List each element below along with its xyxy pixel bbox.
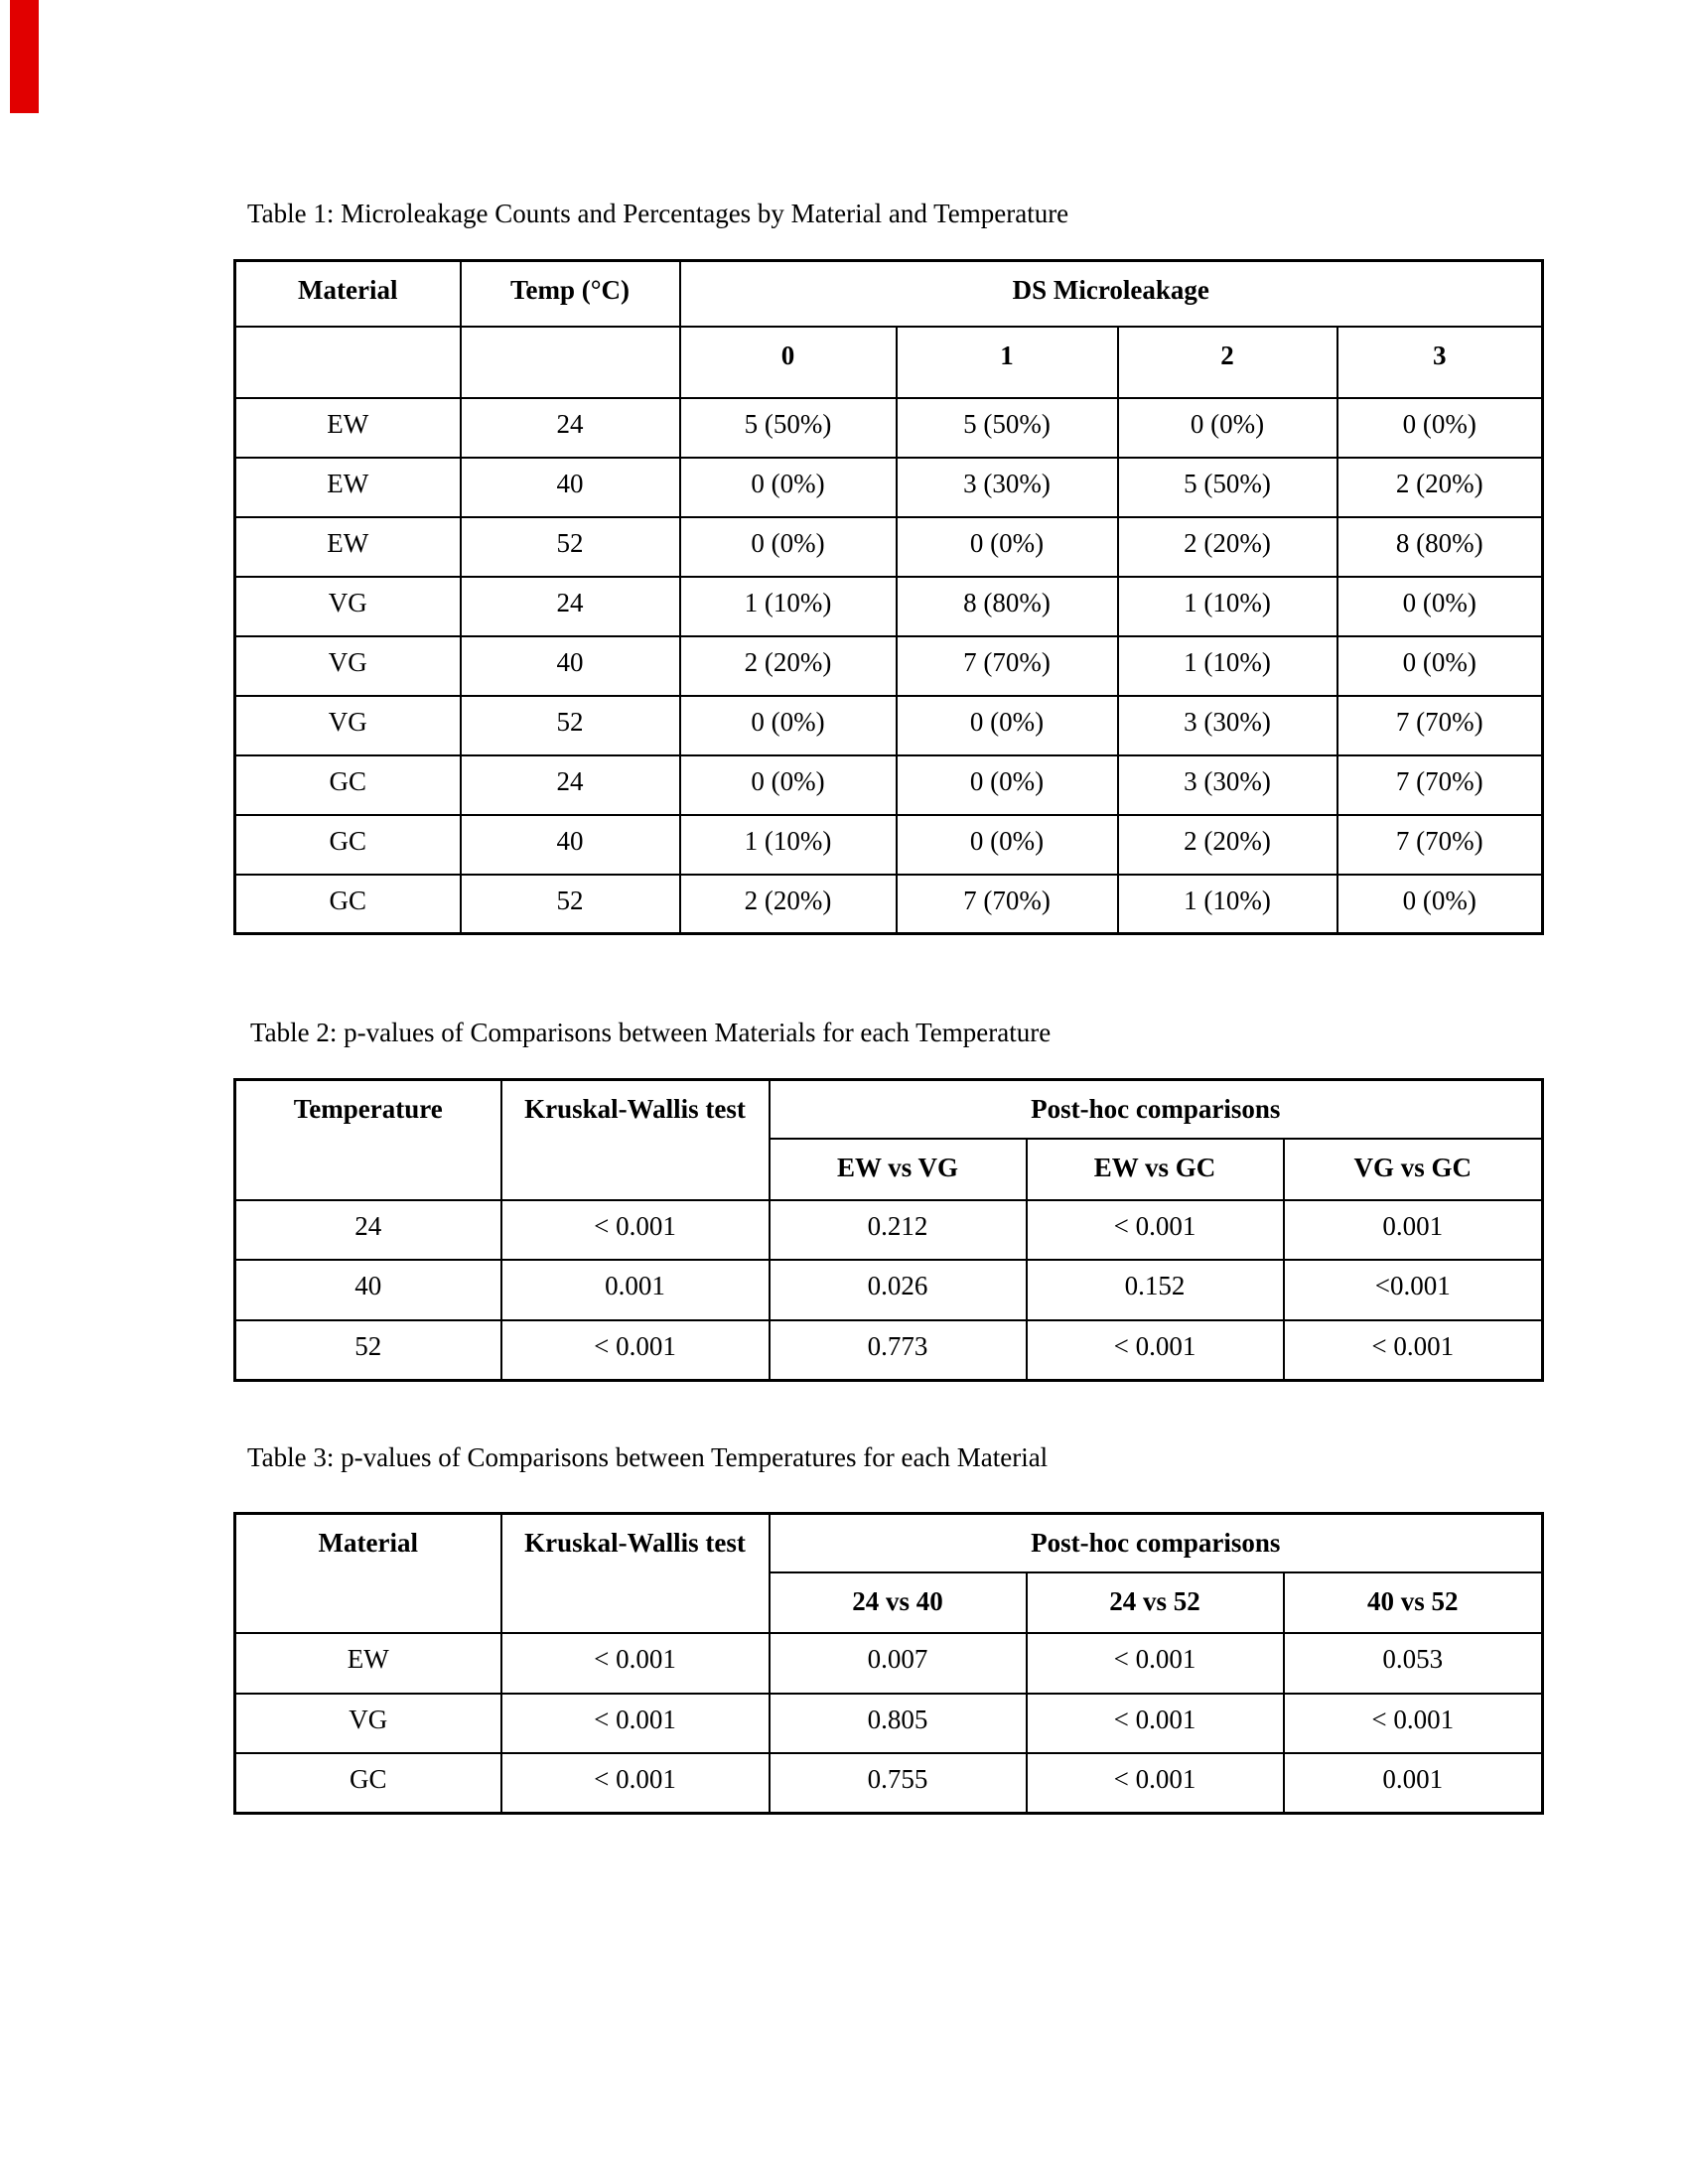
table-cell: 52	[461, 517, 680, 577]
table1-header-temp: Temp (°C)	[461, 261, 680, 327]
table-cell: 40	[461, 815, 680, 875]
table-row	[235, 1694, 1543, 1753]
table-cell: 2 (20%)	[680, 636, 897, 696]
table1-header-group: DS Microleakage	[680, 261, 1543, 327]
table-cell: 40	[461, 458, 680, 517]
table-cell: 0.805	[770, 1694, 1027, 1753]
table-cell: EW	[235, 1633, 501, 1694]
table-cell: 24	[235, 1200, 501, 1260]
table-cell: 3 (30%)	[897, 458, 1118, 517]
table-row	[235, 398, 1543, 458]
table-row	[235, 755, 1543, 815]
table2-title: Table 2: p-values of Comparisons between Materials for each Temperature	[250, 1018, 1052, 1047]
table-cell: 0.007	[770, 1633, 1027, 1694]
table-cell: 5 (50%)	[1118, 458, 1337, 517]
table-cell: < 0.001	[501, 1694, 770, 1753]
table-cell: 2 (20%)	[680, 875, 897, 934]
table-cell: 0 (0%)	[1337, 636, 1543, 696]
table-cell: 3 (30%)	[1118, 696, 1337, 755]
table1-microleakage	[233, 259, 1544, 935]
table-cell: 40	[461, 636, 680, 696]
table-cell: 2 (20%)	[1118, 517, 1337, 577]
table-cell: EW	[235, 398, 461, 458]
table2-sub-ew-vg: EW vs VG	[770, 1139, 1027, 1200]
table-cell: 1 (10%)	[680, 815, 897, 875]
table-cell: < 0.001	[1027, 1753, 1284, 1814]
table-cell: 0 (0%)	[1337, 875, 1543, 934]
table-cell: VG	[235, 696, 461, 755]
empty-header-cell	[461, 327, 680, 398]
table-cell: 2 (20%)	[1337, 458, 1543, 517]
table-cell: 0 (0%)	[897, 815, 1118, 875]
table-cell: 0.152	[1027, 1260, 1284, 1320]
empty-header-cell	[235, 327, 461, 398]
table-cell: < 0.001	[501, 1320, 770, 1381]
table-cell: 24	[461, 577, 680, 636]
table-cell: 1 (10%)	[1118, 636, 1337, 696]
table-cell: < 0.001	[1027, 1200, 1284, 1260]
table-row	[235, 1320, 1543, 1381]
table-row	[235, 696, 1543, 755]
red-page-marker	[10, 0, 39, 113]
table-row	[235, 1200, 1543, 1260]
table-cell: < 0.001	[501, 1753, 770, 1814]
table-cell: EW	[235, 517, 461, 577]
table-cell: GC	[235, 755, 461, 815]
table-cell: VG	[235, 1694, 501, 1753]
table-row	[235, 1260, 1543, 1320]
table3-pvalues-temperatures	[233, 1512, 1544, 1815]
table-cell: 0 (0%)	[680, 458, 897, 517]
table-cell: 0 (0%)	[1337, 398, 1543, 458]
table3-title: Table 3: p-values of Comparisons between Temperatures for each Material	[247, 1442, 1049, 1472]
table-cell: 1 (10%)	[1118, 577, 1337, 636]
table-cell: 0 (0%)	[897, 517, 1118, 577]
table-cell: 52	[461, 875, 680, 934]
table3-header-posthoc: Post-hoc comparisons	[770, 1514, 1543, 1572]
table1-level-1: 1	[897, 327, 1118, 398]
table-row	[235, 1633, 1543, 1694]
table-cell: 5 (50%)	[680, 398, 897, 458]
table-cell: <0.001	[1284, 1260, 1543, 1320]
table1-title: Table 1: Microleakage Counts and Percentages by Material and Temperature	[247, 199, 1069, 228]
table-cell: 52	[235, 1320, 501, 1381]
table2-header-temperature: Temperature	[235, 1080, 501, 1200]
table-cell: 0.001	[1284, 1200, 1543, 1260]
table-cell: 0.001	[1284, 1753, 1543, 1814]
table-subheader-row	[235, 327, 1543, 398]
table1-header-material: Material	[235, 261, 461, 327]
table-cell: 0 (0%)	[680, 517, 897, 577]
table1-level-3: 3	[1337, 327, 1543, 398]
table3-sub-24-52: 24 vs 52	[1027, 1572, 1284, 1633]
table-cell: VG	[235, 636, 461, 696]
table-cell: 52	[461, 696, 680, 755]
table3-header-material: Material	[235, 1514, 501, 1633]
table-header-row	[235, 261, 1543, 327]
table-cell: 0.212	[770, 1200, 1027, 1260]
table-cell: 7 (70%)	[1337, 755, 1543, 815]
table-cell: 0 (0%)	[897, 696, 1118, 755]
table-cell: 0 (0%)	[1118, 398, 1337, 458]
table-row	[235, 577, 1543, 636]
table-row	[235, 875, 1543, 934]
table-cell: EW	[235, 458, 461, 517]
table-cell: < 0.001	[501, 1633, 770, 1694]
table-cell: < 0.001	[1284, 1694, 1543, 1753]
table-cell: 24	[461, 398, 680, 458]
table-cell: 0.001	[501, 1260, 770, 1320]
table-cell: VG	[235, 577, 461, 636]
table-cell: GC	[235, 1753, 501, 1814]
table1-level-0: 0	[680, 327, 897, 398]
table-cell: 0 (0%)	[1337, 577, 1543, 636]
table-cell: 5 (50%)	[897, 398, 1118, 458]
table3-sub-40-52: 40 vs 52	[1284, 1572, 1543, 1633]
table-cell: 7 (70%)	[1337, 696, 1543, 755]
table-cell: 8 (80%)	[897, 577, 1118, 636]
table-cell: 40	[235, 1260, 501, 1320]
table2-pvalues-materials	[233, 1078, 1544, 1382]
table-row	[235, 1753, 1543, 1814]
table-cell: < 0.001	[1027, 1320, 1284, 1381]
table-cell: 7 (70%)	[897, 636, 1118, 696]
table2-sub-vg-gc: VG vs GC	[1284, 1139, 1543, 1200]
table-cell: 24	[461, 755, 680, 815]
table-cell: GC	[235, 875, 461, 934]
table-cell: 0.026	[770, 1260, 1027, 1320]
table-cell: 0 (0%)	[897, 755, 1118, 815]
table-cell: < 0.001	[501, 1200, 770, 1260]
table2-header-posthoc: Post-hoc comparisons	[770, 1080, 1543, 1139]
table2-header-kruskal: Kruskal-Wallis test	[501, 1080, 770, 1200]
table-cell: < 0.001	[1027, 1694, 1284, 1753]
table-cell: 1 (10%)	[680, 577, 897, 636]
table2-sub-ew-gc: EW vs GC	[1027, 1139, 1284, 1200]
table3-sub-24-40: 24 vs 40	[770, 1572, 1027, 1633]
table-row	[235, 815, 1543, 875]
table-cell: 2 (20%)	[1118, 815, 1337, 875]
table-cell: GC	[235, 815, 461, 875]
table-row	[235, 517, 1543, 577]
table-row	[235, 458, 1543, 517]
table-cell: 1 (10%)	[1118, 875, 1337, 934]
table3-header-kruskal: Kruskal-Wallis test	[501, 1514, 770, 1633]
table-cell: 7 (70%)	[897, 875, 1118, 934]
table-cell: < 0.001	[1284, 1320, 1543, 1381]
table-cell: 8 (80%)	[1337, 517, 1543, 577]
table1-level-2: 2	[1118, 327, 1337, 398]
table-cell: 7 (70%)	[1337, 815, 1543, 875]
table-header-row	[235, 1080, 1543, 1139]
table-header-row	[235, 1514, 1543, 1572]
table-cell: < 0.001	[1027, 1633, 1284, 1694]
table-cell: 0.773	[770, 1320, 1027, 1381]
table-cell: 0 (0%)	[680, 755, 897, 815]
table-cell: 3 (30%)	[1118, 755, 1337, 815]
table-cell: 0.755	[770, 1753, 1027, 1814]
table-cell: 0.053	[1284, 1633, 1543, 1694]
table-cell: 0 (0%)	[680, 696, 897, 755]
table-row	[235, 636, 1543, 696]
